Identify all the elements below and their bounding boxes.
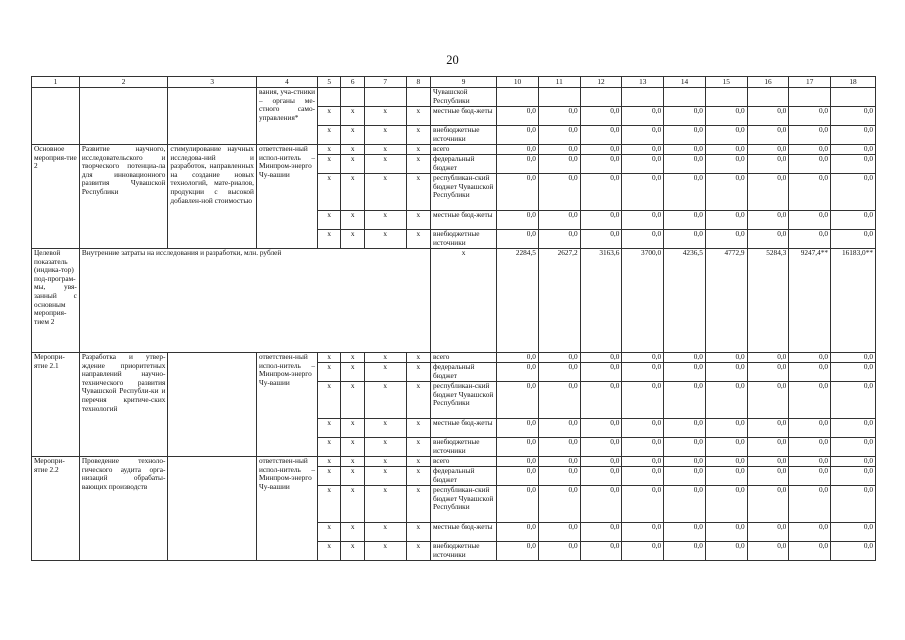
col-header: 13 (622, 77, 664, 88)
responsible-cell: вания, уча-стники – органы ме-стного само-управления* (256, 88, 317, 145)
activity-title: Проведение техноло-гического аудита орга-низаций обрабаты-вающих производств (79, 457, 168, 561)
table-row: x x x x местные бюд-жеты 0,0 0,0 0,0 0,0 0,0 0,0 0,0 0,0 0,0 (32, 419, 876, 438)
responsible-cell: ответствен-ный испол-нитель – Минпром-энерго Чу-вашии (256, 457, 317, 561)
col-header: 12 (580, 77, 622, 88)
cell-empty (32, 88, 80, 145)
source-cell: федеральный бюджет (431, 467, 497, 486)
indicator-value: 4236,5 (664, 249, 706, 353)
table-row: x x x x федеральный бюджет 0,0 0,0 0,0 0,0 0,0 0,0 0,0 0,0 0,0 (32, 363, 876, 382)
indicator-value: 2284,5 (497, 249, 539, 353)
table-row: Меропри-ятие 2.1 Разработка и утвер-ждение приоритетных направлений научно-технического развития Чувашской Республи-ки и перечня критиче-ских технологий ответствен-ный испол-нитель – Минпром-энерго Чу-вашии x x x x всего 0,0 0,0 0,0 0,0 0,0 0,0 0,0 0,0 0,0 (32, 353, 876, 363)
activity-goal: стимулирование научных исследова-ний и разработок, направленных на создание новых технологий, мате-риалов, продукции с высокой добавлен-ной стоимостью (168, 145, 257, 249)
table-row: x x x x местные бюд-жеты 0,0 0,0 0,0 0,0 0,0 0,0 0,0 0,0 0,0 (32, 523, 876, 542)
source-cell: федеральный бюджет (431, 363, 497, 382)
indicator-value: 3163,6 (580, 249, 622, 353)
table-row: x x x x внебюджетные источники 0,0 0,0 0,0 0,0 0,0 0,0 0,0 0,0 0,0 (32, 542, 876, 561)
cell-empty (168, 88, 257, 145)
source-cell: всего (431, 145, 497, 155)
col-header: 8 (406, 77, 430, 88)
source-cell: республикан-ский бюджет Чувашской Республики (431, 174, 497, 211)
cell-empty (168, 353, 257, 457)
cell-empty (79, 88, 168, 145)
col-header: 1 (32, 77, 80, 88)
table-row: x x x x республикан-ский бюджет Чувашской Республики 0,0 0,0 0,0 0,0 0,0 0,0 0,0 0,0 0,0 (32, 382, 876, 419)
table-row: Меропри-ятие 2.2 Проведение техноло-гического аудита орга-низаций обрабаты-вающих производств ответствен-ный испол-нитель – Минпром-энерго Чу-вашии x x x x всего 0,0 0,0 0,0 0,0 0,0 0,0 0,0 0,0 0,0 (32, 457, 876, 467)
table-row: x x x x внебюджетные источники 0,0 0,0 0,0 0,0 0,0 0,0 0,0 0,0 0,0 (32, 230, 876, 249)
source-cell: местные бюд-жеты (431, 107, 497, 126)
table-row: x x x x местные бюд-жеты 0,0 0,0 0,0 0,0 0,0 0,0 0,0 0,0 0,0 (32, 211, 876, 230)
source-cell: внебюджетные источники (431, 126, 497, 145)
table-row: Основное мероприя-тие 2 Развитие научного, исследовательского и творческого потенциа-ла для инновационного развития Чувашской Республики стимулирование научных исследова-ний и разработок, направленных на создание новых технологий, мате-риалов, продукции с высокой добавлен-ной стоимостью ответствен-ный испол-нитель – Минпром-энерго Чу-вашии x x x x всего 0,0 0,0 0,0 0,0 0,0 0,0 0,0 0,0 0,0 (32, 145, 876, 155)
col-header: 11 (538, 77, 580, 88)
source-cell: всего (431, 457, 497, 467)
table-row: x x x x внебюджетные источники 0,0 0,0 0,0 0,0 0,0 0,0 0,0 0,0 0,0 (32, 126, 876, 145)
col-header: 5 (318, 77, 341, 88)
indicator-title: Внутренние затраты на исследования и разработки, млн. рублей (79, 249, 430, 353)
indicator-label: Целевой показатель (индика-тор) под-програм-мы, увя-занный с основным мероприя-тием 2 (32, 249, 80, 353)
col-header: 4 (256, 77, 317, 88)
cell-empty (168, 457, 257, 561)
page-number: 20 (446, 53, 459, 67)
table-row: x x x x федеральный бюджет 0,0 0,0 0,0 0,0 0,0 0,0 0,0 0,0 0,0 (32, 467, 876, 486)
activity-name: Меропри-ятие 2.2 (32, 457, 80, 561)
source-cell: республикан-ский бюджет Чувашской Республики (431, 382, 497, 419)
source-cell: республикан-ский бюджет Чувашской Республики (431, 486, 497, 523)
table-row: x x x x республикан-ский бюджет Чувашской Республики 0,0 0,0 0,0 0,0 0,0 0,0 0,0 0,0 0,0 (32, 174, 876, 211)
responsible-cell: ответствен-ный испол-нитель – Минпром-энерго Чу-вашии (256, 145, 317, 249)
table-header-row (32, 77, 876, 88)
activity-title: Развитие научного, исследовательского и творческого потенциа-ла для инновационного развития Чувашской Республики (79, 145, 168, 249)
indicator-value: 4772,9 (705, 249, 747, 353)
col-header: 9 (431, 77, 497, 88)
source-cell: Чувашской Республики (431, 88, 497, 107)
indicator-value: 16183,0** (831, 249, 876, 353)
table-row: x x x x внебюджетные источники 0,0 0,0 0,0 0,0 0,0 0,0 0,0 0,0 0,0 (32, 438, 876, 457)
table-row: x x x x республикан-ский бюджет Чувашской Республики 0,0 0,0 0,0 0,0 0,0 0,0 0,0 0,0 0,0 (32, 486, 876, 523)
activity-name: Меропри-ятие 2.1 (32, 353, 80, 457)
activity-title: Разработка и утвер-ждение приоритетных направлений научно-технического развития Чувашской Республи-ки и перечня критиче-ских технологий (79, 353, 168, 457)
indicator-value: 9247,4** (789, 249, 831, 353)
source-cell: всего (431, 353, 497, 363)
table-row: x x x x местные бюд-жеты 0,0 0,0 0,0 0,0 0,0 0,0 0,0 0,0 0,0 (32, 107, 876, 126)
col-header: 3 (168, 77, 257, 88)
target-indicator-row: Целевой показатель (индика-тор) под-програм-мы, увя-занный с основным мероприя-тием 2 Внутренние затраты на исследования и разработки, млн. рублей x 2284,5 2627,2 3163,6 3700,0 4236,5 4772,9 5284,3 9247,4** 16183,0** (32, 249, 876, 353)
col-header: 2 (79, 77, 168, 88)
source-cell: федеральный бюджет (431, 155, 497, 174)
table-row: x x x x федеральный бюджет 0,0 0,0 0,0 0,0 0,0 0,0 0,0 0,0 0,0 (32, 155, 876, 174)
indicator-value: 3700,0 (622, 249, 664, 353)
source-cell: внебюджетные источники (431, 230, 497, 249)
col-header: 6 (341, 77, 364, 88)
responsible-cell: ответствен-ный испол-нитель – Минпром-энерго Чу-вашии (256, 353, 317, 457)
source-cell: местные бюд-жеты (431, 419, 497, 438)
source-cell: местные бюд-жеты (431, 523, 497, 542)
col-header: 15 (705, 77, 747, 88)
col-header: 18 (831, 77, 876, 88)
col-header: 17 (789, 77, 831, 88)
source-cell: внебюджетные источники (431, 438, 497, 457)
source-cell: внебюджетные источники (431, 542, 497, 561)
col-header: 10 (497, 77, 539, 88)
indicator-value: 5284,3 (747, 249, 789, 353)
col-header: 7 (364, 77, 406, 88)
program-table (31, 76, 876, 561)
activity-name: Основное мероприя-тие 2 (32, 145, 80, 249)
table-row (32, 88, 876, 107)
indicator-value: 2627,2 (538, 249, 580, 353)
col-header: 16 (747, 77, 789, 88)
source-cell: местные бюд-жеты (431, 211, 497, 230)
col-header: 14 (664, 77, 706, 88)
